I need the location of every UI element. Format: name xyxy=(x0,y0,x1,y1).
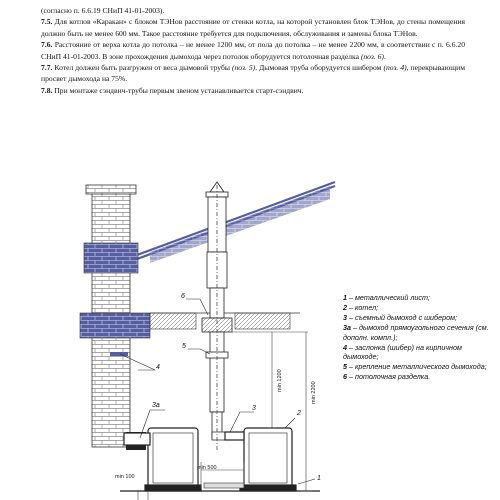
legend-item xyxy=(343,343,493,363)
dim-min100: min 100 xyxy=(115,474,135,480)
metal-sheet xyxy=(204,483,244,488)
paragraph-number: 7.8. xyxy=(41,85,53,95)
boiler-right xyxy=(225,428,296,491)
brick-chimney xyxy=(80,185,150,450)
dim-min2200: min 2200 xyxy=(311,381,317,404)
legend-text: – заслонка (шибер) на кирпичном дымоходе; xyxy=(343,342,462,362)
paragraph-text: , перекрывающим просвет дымохода на 75%. xyxy=(41,63,466,84)
legend-number: 3а xyxy=(343,322,351,332)
callout-2: 2 xyxy=(297,410,301,417)
legend-text: – потолочная разделка. xyxy=(347,372,431,382)
legend-text: – съемный дымоход с шибером; xyxy=(347,312,457,322)
dim-min1200: min 1200 xyxy=(277,369,283,392)
legend-number: 6 xyxy=(343,372,347,382)
legend-item xyxy=(343,293,493,303)
position-ref: (поз. 6) xyxy=(360,51,384,61)
boiler-left xyxy=(124,428,201,491)
roof-shading xyxy=(150,186,330,263)
legend-number: 3 xyxy=(343,312,347,322)
callout-3a: 3а xyxy=(152,402,160,409)
legend-number: 4 xyxy=(343,342,347,352)
legend xyxy=(343,293,493,382)
dim-min500: min 500 xyxy=(197,465,217,471)
paragraph-7-7 xyxy=(41,62,465,85)
legend-text: – дымоход прямоугольного сечения (см. дополн. компл.); xyxy=(343,322,489,342)
callout-5: 5 xyxy=(182,343,186,350)
legend-number: 1 xyxy=(343,293,347,302)
legend-item xyxy=(343,323,493,343)
callout-3: 3 xyxy=(252,405,256,412)
legend-item xyxy=(343,313,493,323)
paragraph-7-5 xyxy=(41,16,465,39)
callout-4: 4 xyxy=(156,364,160,371)
legend-item xyxy=(343,362,493,372)
paragraph-text: При монтаже сэндвич-трубы первым звеном устанавливается старт-сэндвич. xyxy=(52,85,304,95)
legend-item xyxy=(343,372,493,382)
paragraph-text: . xyxy=(383,51,386,61)
position-ref: (поз. 4) xyxy=(383,63,407,73)
position-ref: (поз. 5) xyxy=(231,63,256,73)
legend-number: 5 xyxy=(343,362,347,372)
paragraph-number: 7.6. xyxy=(41,40,53,50)
paragraph-text: Расстояние от верха котла до потолка – не менее 1200 мм, от пола до потолка – не менее 2200 мм, в соответствии с п. 6.6.20 СНиП 41-01-2003. В зоне прохождения дымохода через потолок оборудуется потолочная разделка xyxy=(41,40,465,61)
paragraph-number: 7.7. xyxy=(41,63,53,73)
intro-line: (согласно п. 6.6.19 СНиП 41-01-2003). xyxy=(41,6,165,15)
legend-item xyxy=(343,303,493,313)
paragraph-7-6 xyxy=(41,39,465,62)
legend-text: – крепление металлического дымохода; xyxy=(347,362,487,372)
callout-6: 6 xyxy=(181,293,185,300)
legend-text: – котел; xyxy=(347,302,379,312)
document-text xyxy=(41,5,465,96)
paragraph-7-8 xyxy=(41,85,465,96)
paragraph-text: . Дымовая труба оборудуется шибером xyxy=(255,63,384,73)
legend-text: – металлический лист; xyxy=(347,293,431,302)
paragraph-text: Котел должен быть разгружен от веса дымовой трубы xyxy=(52,63,232,73)
callout-1: 1 xyxy=(317,475,321,482)
paragraph-number: 7.5. xyxy=(41,17,53,27)
legend-number: 2 xyxy=(343,302,347,312)
paragraph-text: Для котлов «Каракан» с блоком ТЭНов расстояние от стенки котла, на которой установлен блок ТЭНов, до стены помещения должно быть не менее 600 мм. Такое расстояние требуется для подключения, обслуживания и замены блока ТЭНов. xyxy=(41,17,465,38)
